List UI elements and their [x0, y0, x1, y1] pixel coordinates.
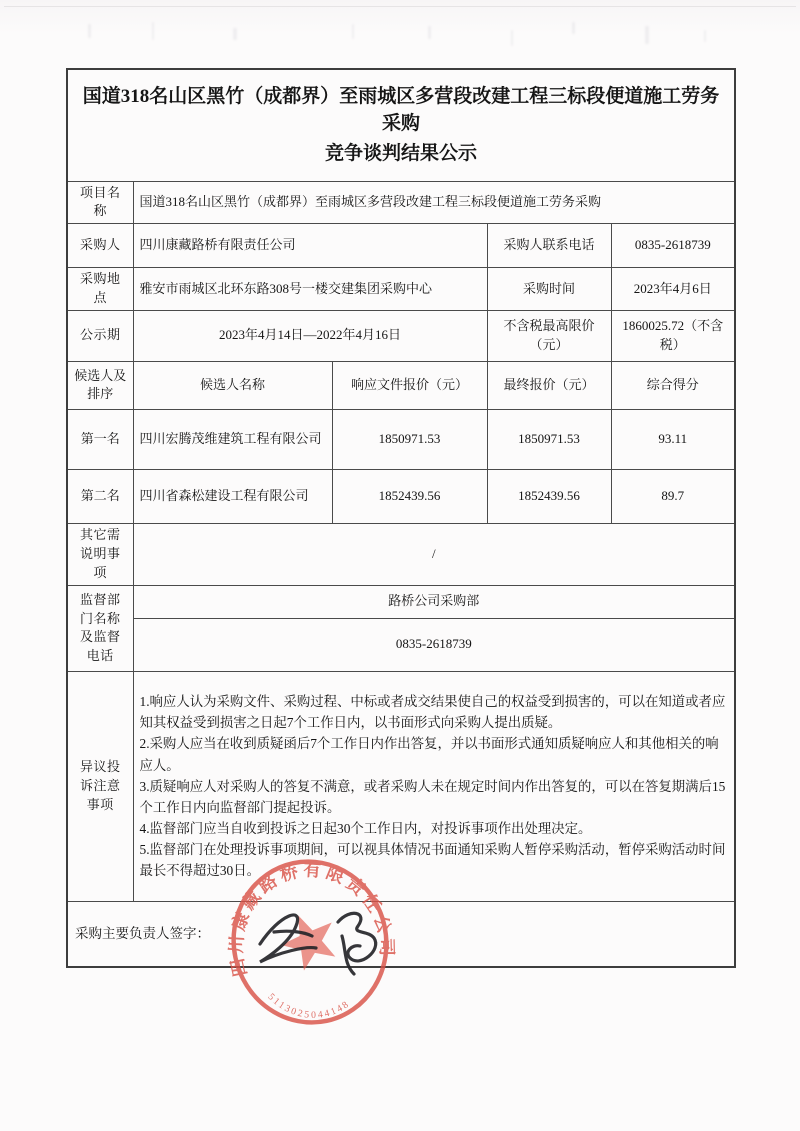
document-title: 国道318名山区黑竹（成都界）至雨城区多营段改建工程三标段便道施工劳务采购 [82, 85, 720, 135]
candidate-doc-price: 1852439.56 [332, 469, 487, 523]
supervision-label: 监督部门名称及监督电话 [67, 585, 133, 671]
candidates-final-price-header: 最终报价（元） [487, 361, 611, 409]
objection-item: 1.响应人认为采购文件、采购过程、中标或者成交结果使自己的权益受到损害的，可以在知道或者应知其权益受到损害之日起7个工作日内，以书面形式向采购人提出质疑。 [139, 694, 726, 731]
announcement-table [66, 68, 736, 968]
candidate-name: 四川省森松建设工程有限公司 [133, 469, 332, 523]
candidate-final-price: 1850971.53 [487, 409, 611, 469]
candidate-score: 89.7 [611, 469, 735, 523]
location-label: 采购地点 [67, 268, 133, 311]
document-subtitle: 竞争谈判结果公示 [325, 143, 478, 165]
candidate-name: 四川宏腾茂维建筑工程有限公司 [133, 409, 332, 469]
objection-item: 5.监督部门在处理投诉事项期间，可以视具体情况书面通知采购人暂停采购活动，暂停采购活动时间最长不得超过30日。 [139, 842, 726, 879]
document-title-cell [67, 69, 735, 181]
purchaser-phone-value: 0835-2618739 [611, 224, 735, 268]
candidate-row [67, 409, 735, 469]
candidate-doc-price: 1850971.53 [332, 409, 487, 469]
signature-label: 采购主要负责人签字： [75, 926, 210, 942]
purchase-time-label: 采购时间 [487, 268, 611, 311]
candidate-rank: 第一名 [67, 409, 133, 469]
purchaser-value: 四川康藏路桥有限责任公司 [133, 224, 487, 268]
candidates-rank-header: 候选人及排序 [67, 361, 133, 409]
supervision-dept-value: 路桥公司采购部 [133, 585, 735, 618]
candidate-rank: 第二名 [67, 469, 133, 523]
candidate-row [67, 469, 735, 523]
publicity-period-value: 2023年4月14日—2022年4月16日 [133, 310, 487, 361]
project-name-value: 国道318名山区黑竹（成都界）至雨城区多营段改建工程三标段便道施工劳务采购 [133, 181, 735, 224]
svg-text:5113025044148 [264, 976, 354, 1031]
scan-edge-line [4, 6, 796, 7]
max-price-label: 不含税最高限价（元） [487, 310, 611, 361]
project-name-label: 项目名称 [67, 181, 133, 224]
candidates-score-header: 综合得分 [611, 361, 735, 409]
candidate-score: 93.11 [611, 409, 735, 469]
purchase-time-value: 2023年4月6日 [611, 268, 735, 311]
candidates-name-header: 候选人名称 [133, 361, 332, 409]
seal-company-text: 四川康藏路桥有限责任公司 [225, 859, 398, 979]
publicity-period-label: 公示期 [67, 310, 133, 361]
signature-row [67, 901, 735, 967]
supervision-phone-value: 0835-2618739 [133, 618, 735, 671]
seal-number-text: 5113025044148 [265, 991, 353, 1021]
scan-bleed-artifacts [0, 0, 800, 60]
candidates-doc-price-header: 响应文件报价（元） [332, 361, 487, 409]
objection-item: 4.监督部门应当自收到投诉之日起30个工作日内，对投诉事项作出处理决定。 [139, 821, 592, 837]
purchaser-phone-label: 采购人联系电话 [487, 224, 611, 268]
objection-item: 2.采购人应当在收到质疑函后7个工作日内作出答复，并以书面形式通知质疑响应人和其他相关的响应人。 [139, 736, 719, 773]
objection-label: 异议投诉注意事项 [67, 671, 133, 901]
other-notes-value: / [133, 523, 735, 585]
purchaser-label: 采购人 [67, 224, 133, 268]
max-price-value: 1860025.72（不含税） [611, 310, 735, 361]
objection-items [133, 671, 735, 901]
location-value: 雅安市雨城区北环东路308号一楼交建集团采购中心 [133, 268, 487, 311]
objection-item: 3.质疑响应人对采购人的答复不满意，或者采购人未在规定时间内作出答复的，可以在答复期满后15个工作日内向监督部门提起投诉。 [139, 778, 726, 815]
other-notes-label: 其它需说明事项 [67, 523, 133, 585]
candidate-final-price: 1852439.56 [487, 469, 611, 523]
